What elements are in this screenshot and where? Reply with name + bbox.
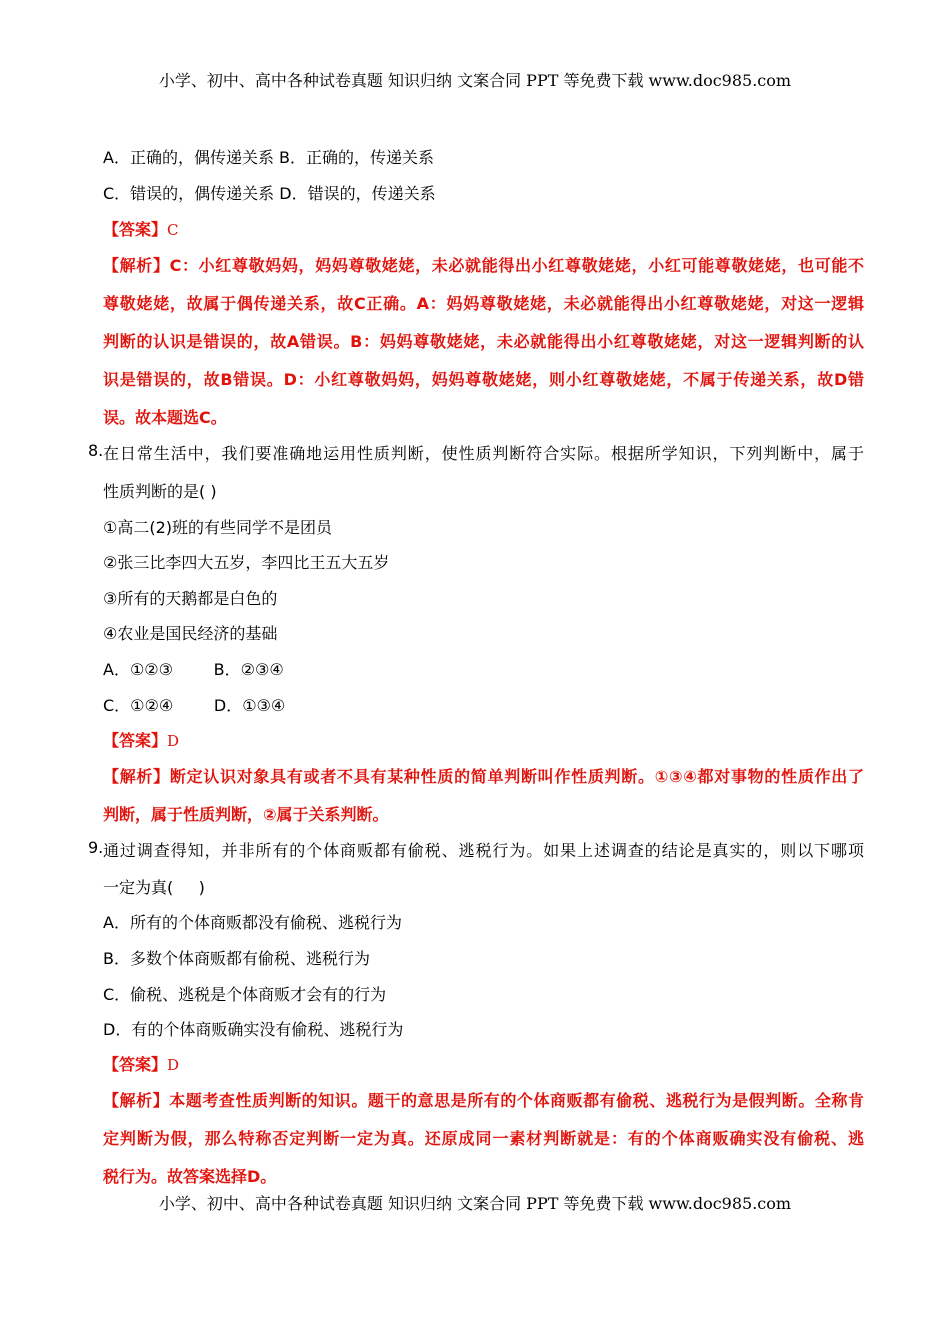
q9-stem-line-2: 一定为真( ) [103, 878, 205, 897]
q8-stem-line-1: 在日常生活中，我们要准确地运用性质判断，使性质判断符合实际。根据所学知识，下列判断中，属于 [103, 444, 864, 463]
q9-stem-line-1: 通过调查得知，并非所有的个体商贩都有偷税、逃税行为。如果上述调查的结论是真实的，则以下哪项 [103, 841, 864, 860]
analysis-label: 【解析】 [103, 256, 170, 275]
analysis-label: 【解析】 [103, 1091, 170, 1110]
q9-option-c: C．偷税、逃税是个体商贩才会有的行为 [103, 985, 387, 1004]
q8-item-2: ②张三比李四大五岁，李四比王五大五岁 [103, 553, 390, 572]
q8-stem-line-2: 性质判断的是( ) [103, 482, 217, 501]
answer-label: 【答案】 [103, 220, 168, 239]
answer-label: 【答案】 [103, 1055, 168, 1074]
q7-analysis-line-1: 【解析】C：小红尊敬妈妈，妈妈尊敬姥姥，未必就能得出小红尊敬姥姥，小红可能尊敬姥姥，也可能不 [103, 256, 864, 275]
page-footer: 小学、初中、高中各种试卷真题 知识归纳 文案合同 PPT 等免费下载 www.doc985.com [158, 1194, 792, 1213]
q8-analysis-line-1: 【解析】断定认识对象具有或者不具有某种性质的简单判断叫作性质判断。①③④都对事物的性质作出了 [103, 767, 864, 786]
answer-value: D [167, 1056, 180, 1074]
q9-number: 9. [88, 838, 104, 857]
q8-option-line-1: A．①②③ B．②③④ [103, 660, 284, 679]
q8-option-line-2: C．①②④ D．①③④ [103, 696, 286, 715]
q9-option-b: B．多数个体商贩都有偷税、逃税行为 [103, 949, 370, 968]
q8-item-3: ③所有的天鹅都是白色的 [103, 589, 278, 608]
q7-analysis-line-4: 识是错误的，故B错误。D：小红尊敬妈妈，妈妈尊敬姥姥，则小红尊敬姥姥，不属于传递关系，故D错 [103, 370, 864, 389]
answer-value: D [167, 732, 180, 750]
q7-analysis-line-5: 误。故本题选C。 [103, 408, 227, 427]
q9-option-a: A．所有的个体商贩都没有偷税、逃税行为 [103, 913, 402, 932]
q9-analysis-line-2: 定判断为假，那么特称否定判断一定为真。还原成同一素材判断就是：有的个体商贩确实没有偷税、逃 [103, 1129, 864, 1148]
q7-option-line-1: A．正确的，偶传递关系 B．正确的，传递关系 [103, 148, 435, 167]
q8-number: 8. [88, 441, 104, 460]
q7-analysis-line-3: 判断的认识是错误的，故A错误。B：妈妈尊敬姥姥，未必就能得出小红尊敬姥姥，对这一逻辑判断的认 [103, 332, 864, 351]
q8-item-4: ④农业是国民经济的基础 [103, 624, 278, 643]
q7-option-line-2: C．错误的，偶传递关系 D．错误的，传递关系 [103, 184, 436, 203]
q9-analysis-line-1: 【解析】本题考查性质判断的知识。题干的意思是所有的个体商贩都有偷税、逃税行为是假判断。全称肯 [103, 1091, 864, 1110]
answer-value: C [167, 221, 179, 239]
q7-answer [103, 217, 179, 240]
page-header: 小学、初中、高中各种试卷真题 知识归纳 文案合同 PPT 等免费下载 www.doc985.com [158, 71, 792, 90]
q8-analysis-line-2: 判断，属于性质判断，②属于关系判断。 [103, 805, 389, 824]
q9-option-d: D．有的个体商贩确实没有偷税、逃税行为 [103, 1020, 404, 1039]
q8-item-1: ①高二(2)班的有些同学不是团员 [103, 518, 333, 537]
q9-answer [103, 1052, 179, 1075]
answer-label: 【答案】 [103, 731, 168, 750]
q8-answer [103, 728, 179, 751]
q9-analysis-line-3: 税行为。故答案选择D。 [103, 1167, 277, 1186]
analysis-label: 【解析】 [103, 767, 170, 786]
q7-analysis-line-2: 尊敬姥姥，故属于偶传递关系，故C正确。A：妈妈尊敬姥姥，未必就能得出小红尊敬姥姥，对这一逻辑 [103, 294, 864, 313]
